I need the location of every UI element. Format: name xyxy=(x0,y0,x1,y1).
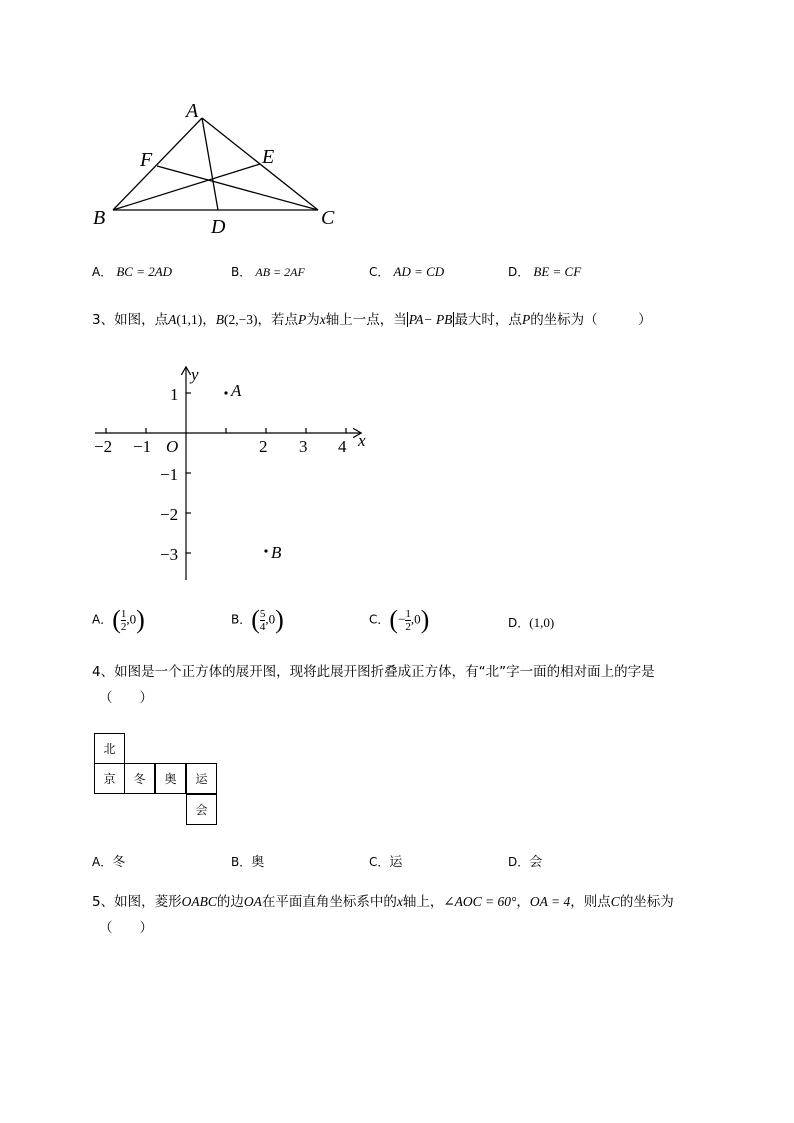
y-tick-label: −3 xyxy=(160,545,179,564)
option-letter: C． xyxy=(369,265,390,279)
q2-option-d[interactable] xyxy=(508,263,581,280)
q4-stem-line1: 4、如图是一个正方体的展开图，现将此展开图折叠成正方体，有“北”字一面的相对面上的字是 xyxy=(92,664,655,680)
net-cell-dong: 冬 xyxy=(124,763,155,794)
option-letter: A． xyxy=(92,265,113,279)
q3-stem: 3、如图，点A(1,1)，B(2,−3)，若点P为x轴上一点，当 PA− PB 最大时，点P的坐标为（ ） xyxy=(92,312,652,328)
q5-stem-line2: （ ） xyxy=(99,920,153,936)
point-b-label: B xyxy=(271,543,282,562)
q3-option-d[interactable]: D．(1,0) xyxy=(508,615,555,630)
y-tick-label: 1 xyxy=(170,385,179,404)
q5-stem-line1: 5、如图，菱形OABC的边OA在平面直角坐标系中的x轴上，∠AOC = 60°，OA = 4，则点C的坐标为 xyxy=(92,894,674,910)
point-b xyxy=(264,549,267,552)
option-text: AD = CD xyxy=(393,264,445,279)
option-text: 冬 xyxy=(112,855,126,870)
q3-option-b[interactable]: B．( $\frac{5}{4}$ ,0) xyxy=(231,605,284,634)
coordinate-graph xyxy=(85,360,375,590)
point-a-label: A xyxy=(231,381,242,400)
abs-expression: PA− PB xyxy=(408,312,453,327)
x-tick-label: 4 xyxy=(338,437,347,456)
label-b: B xyxy=(93,207,106,229)
net-cell-hui: 会 xyxy=(186,794,217,825)
origin-label: O xyxy=(166,437,179,456)
fraction: $\frac{1}{2}$ xyxy=(120,607,127,633)
x-tick-label: 3 xyxy=(299,437,308,456)
q4-stem-line2: （ ） xyxy=(99,690,153,706)
question-number: 3、 xyxy=(92,312,115,328)
fraction: $\frac{1}{2}$ xyxy=(405,607,411,633)
q4-option-d[interactable] xyxy=(508,851,542,870)
option-letter: D． xyxy=(508,855,530,869)
point-a xyxy=(224,391,227,394)
option-letter: A． xyxy=(92,855,113,869)
label-f: F xyxy=(140,149,153,171)
option-text: 奥 xyxy=(251,855,265,870)
x-tick-label: 2 xyxy=(259,437,268,456)
q3-option-c[interactable]: C．(− $\frac{1}{2}$ ,0) xyxy=(369,605,430,634)
option-letter: B． xyxy=(231,855,252,869)
x-axis-label: x xyxy=(358,431,366,450)
q2-option-b[interactable] xyxy=(231,263,305,280)
q2-option-c[interactable] xyxy=(369,263,444,280)
q4-option-a[interactable] xyxy=(92,851,125,870)
option-text: BC = 2AD xyxy=(116,264,173,279)
q4-option-c[interactable] xyxy=(369,851,402,870)
option-letter: D． xyxy=(508,616,530,630)
option-text: 会 xyxy=(529,855,543,870)
y-axis-label: y xyxy=(191,365,199,384)
y-tick-label: −1 xyxy=(160,465,179,484)
q2-option-a[interactable] xyxy=(92,263,172,280)
label-e: E xyxy=(262,146,275,168)
fraction: $\frac{5}{4}$ xyxy=(259,607,266,633)
option-letter: D． xyxy=(508,265,530,279)
net-cell-jing: 京 xyxy=(94,763,125,794)
x-tick-label: −1 xyxy=(133,437,152,456)
triangle-figure xyxy=(85,95,355,240)
q4-option-b[interactable] xyxy=(231,851,264,870)
option-text: AB = 2AF xyxy=(255,265,305,279)
label-d: D xyxy=(211,216,226,238)
option-letter: B． xyxy=(231,265,252,279)
option-text: 运 xyxy=(389,855,403,870)
median-ad xyxy=(202,118,218,210)
option-letter: A． xyxy=(92,612,113,627)
y-tick-label: −2 xyxy=(160,505,179,524)
option-letter: B． xyxy=(231,612,252,627)
cube-net xyxy=(94,733,219,828)
option-letter: C． xyxy=(369,612,390,627)
net-cell-bei: 北 xyxy=(94,733,125,764)
question-number: 5、 xyxy=(92,894,115,910)
label-c: C xyxy=(321,207,335,229)
option-text: BE = CF xyxy=(533,264,582,279)
q3-option-a[interactable]: A．( $\frac{1}{2}$ ,0) xyxy=(92,605,145,634)
net-cell-ao: 奥 xyxy=(155,763,186,794)
x-tick-label: −2 xyxy=(94,437,113,456)
net-cell-yun: 运 xyxy=(186,763,217,794)
option-letter: C． xyxy=(369,855,390,869)
label-a: A xyxy=(186,100,199,122)
